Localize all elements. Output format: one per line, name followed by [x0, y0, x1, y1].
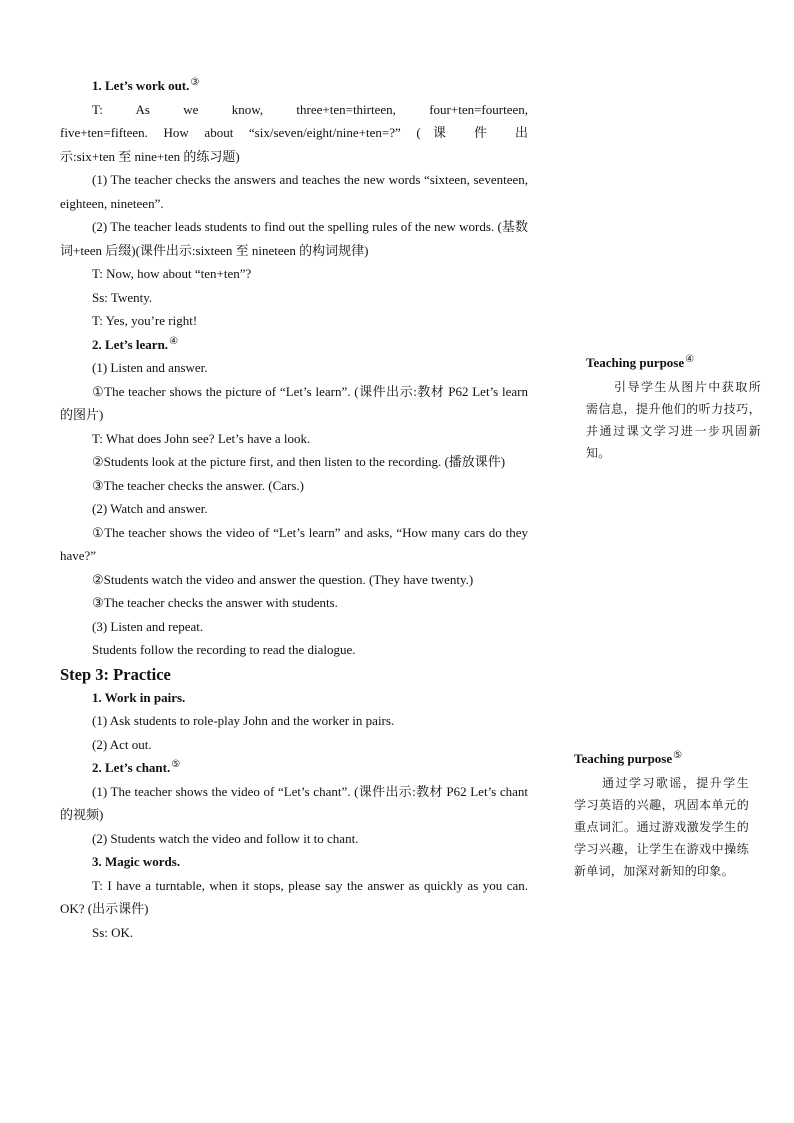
lets-learn-p7: ①The teacher shows the video of “Let’s learn” and asks, “How many cars do they have?” — [60, 524, 528, 563]
magic-words-p1: T: I have a turntable, when it stops, please say the answer as quickly as you can. OK? (出示课件) — [60, 877, 528, 916]
lets-learn-p3: T: What does John see? Let’s have a look. — [92, 430, 311, 446]
teaching-purpose-note-4 — [586, 352, 761, 464]
work-out-t-line1: T: As we know, three+ten=thirteen, four+ten=fourteen, — [92, 101, 528, 117]
lets-learn-p5: ③The teacher checks the answer. (Cars.) — [92, 477, 304, 493]
lets-learn-p8: ②Students watch the video and answer the question. (They have twenty.) — [92, 571, 474, 587]
note-mark-5: ⑤ — [171, 759, 181, 770]
teaching-purpose-text: 通过学习歌谣，提升学生学习英语的兴趣，巩固本单元的重点词汇。通过游戏激发学生的学习兴趣，让学生在游戏中操练新单词，加深对新知的印象。 — [574, 776, 749, 878]
lets-learn-p1: (1) Listen and answer. — [92, 360, 208, 375]
lets-chant-p1: (1) The teacher shows the video of “Let’s chant”. (课件出示:教材 P62 Let’s chant 的视频) — [60, 783, 528, 822]
lets-chant-title — [60, 756, 528, 780]
lesson-plan-main — [60, 74, 528, 944]
teaching-purpose-title-text: Teaching purpose — [586, 355, 685, 370]
lets-learn-p2: ①The teacher shows the picture of “Let’s learn”. (课件出示:教材 P62 Let’s learn 的图片) — [60, 383, 528, 422]
work-out-step-2: (2) The teacher leads students to find out the spelling rules of the new words. (基数词+teen 后缀)(课件出示:sixteen 至 nineteen 的构词规律) — [60, 219, 528, 258]
lets-chant-title-text: 2. Let’s chant. — [92, 760, 171, 775]
work-in-pairs-p2: (2) Act out. — [92, 736, 152, 752]
magic-words-p2: Ss: OK. — [92, 924, 134, 940]
work-out-teacher-question: T: Now, how about “ten+ten”? — [92, 266, 252, 281]
work-out-t-line3: 示:six+ten 至 nine+ten 的练习题) — [60, 148, 240, 164]
lets-learn-p10: (3) Listen and repeat. — [92, 618, 204, 634]
teaching-purpose-title — [586, 352, 761, 374]
section-lets-learn-title — [60, 333, 528, 357]
work-in-pairs-p1: (1) Ask students to role-play John and the worker in pairs. — [92, 713, 395, 728]
section-work-out-title — [60, 74, 528, 98]
work-out-t-line2: five+ten=fifteen. How about “six/seven/eight/nine+ten=?” (课 件 出 — [60, 125, 528, 140]
work-out-step-1: (1) The teacher checks the answers and teaches the new words “sixteen, seventeen, eighteen, nineteen”. — [60, 172, 528, 211]
teaching-purpose-note-5 — [574, 748, 749, 882]
lets-learn-title-text: 2. Let’s learn. — [92, 336, 169, 352]
note-mark: ⑤ — [673, 750, 683, 761]
note-mark: ④ — [685, 354, 695, 365]
teaching-purpose-text: 引导学生从图片中获取所需信息，提升他们的听力技巧，并通过课文学习进一步巩固新知。 — [586, 380, 761, 460]
note-mark-4: ④ — [169, 335, 179, 347]
lets-learn-p11: Students follow the recording to read the dialogue. — [92, 642, 356, 657]
magic-words-title: 3. Magic words. — [92, 854, 181, 869]
lets-learn-p9: ③The teacher checks the answer with students. — [92, 595, 338, 610]
lets-learn-p4: ②Students look at the picture first, and then listen to the recording. (播放课件) — [92, 454, 506, 469]
work-in-pairs-title: 1. Work in pairs. — [92, 689, 186, 705]
work-out-title-text: 1. Let’s work out. — [92, 78, 190, 93]
teaching-purpose-title — [574, 748, 749, 770]
work-out-students-answer: Ss: Twenty. — [92, 289, 153, 305]
lets-chant-p2: (2) Students watch the video and follow it to chant. — [92, 830, 359, 846]
lets-learn-p6: (2) Watch and answer. — [92, 501, 208, 516]
note-mark-3: ③ — [190, 77, 200, 88]
work-out-teacher-response: T: Yes, you’re right! — [92, 313, 198, 328]
step-3-heading: Step 3: Practice — [60, 664, 171, 684]
teaching-purpose-title-text: Teaching purpose — [574, 751, 673, 766]
